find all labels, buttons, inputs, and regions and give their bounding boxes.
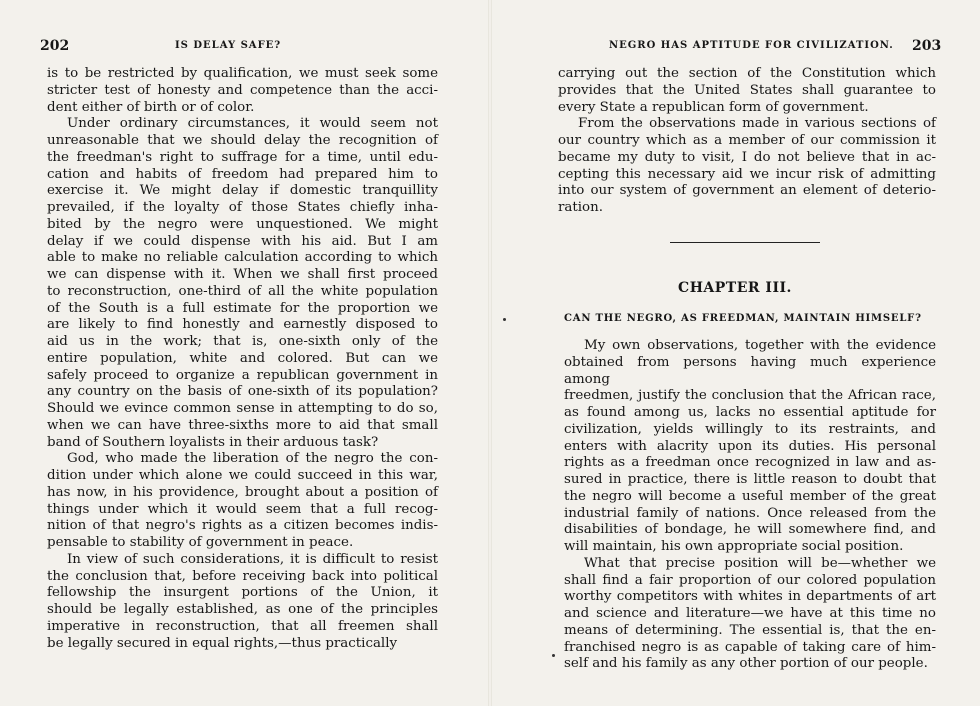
text-line: enters with alacrity upon its duties. His personal bbox=[564, 438, 936, 454]
text-line: exercise it. We might delay if domestic tranquillity bbox=[47, 183, 438, 199]
text-line: Under ordinary circumstances, it would seem not bbox=[67, 116, 438, 132]
text-line: things under which it would seem that a full recog- bbox=[47, 501, 438, 517]
running-head: IS DELAY SAFE? bbox=[175, 40, 282, 51]
text-line: dent either of birth or of color. bbox=[47, 99, 255, 115]
section-rule bbox=[670, 242, 820, 243]
text-line: carrying out the section of the Constitution which bbox=[558, 66, 936, 81]
text-line: aid us in the work; that is, one-sixth only of the bbox=[47, 334, 438, 349]
text-line: rights as a freedman once recognized in law and as- bbox=[564, 455, 936, 471]
text-line: industrial family of nations. Once released from the bbox=[564, 505, 936, 521]
page-number: 203 bbox=[912, 38, 942, 54]
text-line: prevailed, if the loyalty of those States chiefly inha- bbox=[47, 200, 438, 215]
text-line: and science and literature—we have at this time no bbox=[564, 606, 936, 621]
text-line: civilization, yields willingly to its restraints, and bbox=[564, 421, 936, 437]
text-line: any country on the basis of one-sixth of its population? bbox=[47, 384, 438, 400]
text-line: of the South is a full estimate for the proportion we bbox=[47, 300, 438, 316]
text-line: our country which as a member of our commission it bbox=[558, 133, 936, 148]
text-line: bited by the negro were unquestioned. We might bbox=[47, 216, 438, 232]
text-line: shall find a fair proportion of our colored population bbox=[564, 572, 936, 588]
text-line: the freedman's right to suffrage for a time, until edu- bbox=[47, 149, 438, 165]
right-page bbox=[490, 0, 980, 706]
text-line: franchised negro is as capable of taking care of him- bbox=[564, 639, 936, 655]
text-line: disabilities of bondage, he will somewhere find, and bbox=[564, 522, 936, 538]
text-line: the conclusion that, before receiving back into political bbox=[47, 568, 438, 584]
text-line: My own observations, together with the evidence bbox=[584, 338, 936, 353]
text-line: band of Southern loyalists in their arduous task? bbox=[47, 434, 379, 450]
text-line: obtained from persons having much experience among bbox=[564, 354, 936, 387]
print-speck bbox=[503, 318, 506, 321]
text-line: the negro will become a useful member of the great bbox=[564, 488, 936, 504]
text-line: nition of that negro's rights as a citizen becomes indis- bbox=[47, 518, 438, 534]
text-line: dition under which alone we could succeed in this war, bbox=[47, 468, 438, 483]
text-line: freedmen, justify the conclusion that the African race, bbox=[564, 388, 936, 404]
body-text-bottom bbox=[564, 338, 936, 673]
page-number: 202 bbox=[40, 38, 70, 54]
text-line: as found among us, lacks no essential aptitude for bbox=[564, 405, 936, 420]
text-line: to reconstruction, one-third of all the white population bbox=[47, 283, 438, 299]
text-line: entire population, white and colored. But can we bbox=[47, 350, 438, 366]
chapter-subtitle: CAN THE NEGRO, AS FREEDMAN, MAINTAIN HIMSELF? bbox=[564, 313, 922, 324]
text-line: into our system of government an element of deterio- bbox=[558, 183, 936, 199]
text-line: every State a republican form of government. bbox=[558, 99, 869, 115]
print-speck bbox=[552, 654, 555, 657]
text-line: became my duty to visit, I do not believe that in ac- bbox=[558, 149, 936, 165]
text-line: safely proceed to organize a republican government in bbox=[47, 367, 438, 383]
text-line: What that precise position will be—whether we bbox=[584, 555, 936, 571]
body-text bbox=[47, 66, 438, 652]
text-line: From the observations made in various sections of bbox=[578, 116, 936, 132]
text-line: will maintain, his own appropriate social position. bbox=[564, 539, 904, 554]
text-line: unreasonable that we should delay the recognition of bbox=[47, 133, 438, 148]
text-line: able to make no reliable calculation according to which bbox=[47, 250, 438, 266]
text-line: fellowship the insurgent portions of the Union, it bbox=[47, 585, 438, 601]
text-line: is to be restricted by qualification, we must seek some bbox=[47, 66, 438, 81]
text-line: God, who made the liberation of the negro the con- bbox=[67, 451, 438, 467]
text-line: cepting this necessary aid we incur risk of admitting bbox=[558, 166, 936, 182]
text-line: Should we evince common sense in attempting to do so, bbox=[47, 401, 438, 416]
text-line: be legally secured in equal rights,—thus practically bbox=[47, 635, 398, 651]
text-line: means of determining. The essential is, that the en- bbox=[564, 622, 936, 638]
text-line: worthy competitors with whites in departments of art bbox=[564, 589, 936, 605]
text-line: when we can have three-sixths more to aid that small bbox=[47, 417, 438, 433]
text-line: are likely to find honestly and earnestly disposed to bbox=[47, 317, 438, 333]
text-line: has now, in his providence, brought about a position of bbox=[47, 484, 438, 500]
text-line: we can dispense with it. When we shall first proceed bbox=[47, 267, 438, 282]
text-line: should be legally established, as one of the principles bbox=[47, 602, 438, 617]
text-line: provides that the United States shall guarantee to bbox=[558, 82, 936, 98]
text-line: cation and habits of freedom had prepared him to bbox=[47, 166, 438, 182]
text-line: delay if we could dispense with his aid. But I am bbox=[47, 233, 438, 249]
text-line: In view of such considerations, it is difficult to resist bbox=[67, 551, 438, 567]
text-line: stricter test of honesty and competence than the acci- bbox=[47, 82, 438, 98]
chapter-title: CHAPTER III. bbox=[678, 280, 792, 296]
running-head: NEGRO HAS APTITUDE FOR CIVILIZATION. bbox=[609, 40, 894, 51]
text-line: ration. bbox=[558, 200, 603, 215]
text-line: pensable to stability of government in peace. bbox=[47, 535, 354, 550]
text-line: sured in practice, there is little reason to doubt that bbox=[564, 472, 936, 487]
text-line: self and his family as any other portion of our people. bbox=[564, 656, 928, 672]
text-line: imperative in reconstruction, that all freemen shall bbox=[47, 618, 438, 634]
body-text-top bbox=[558, 66, 936, 217]
